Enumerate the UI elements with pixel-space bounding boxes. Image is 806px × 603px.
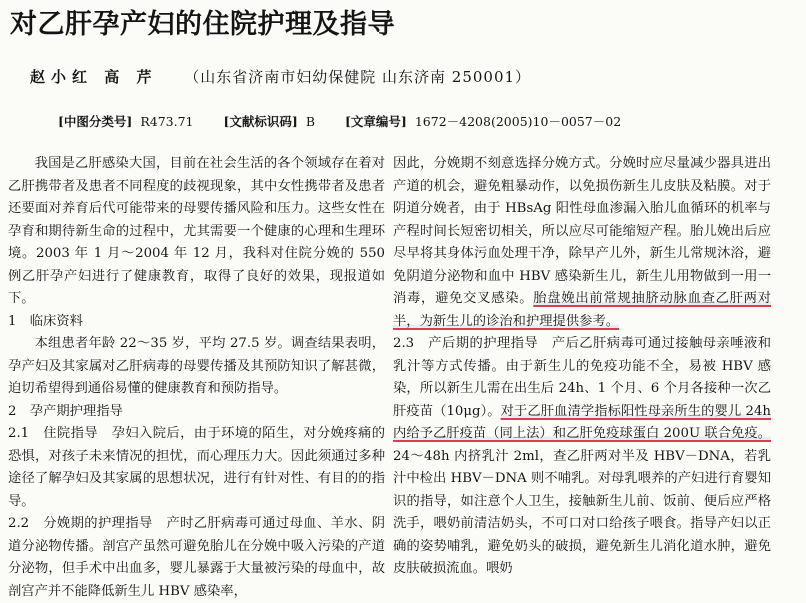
postpartum-text-continued: 24～48h 内挤乳汁 2ml，查乙肝两对半及 HBV－DNA，若乳汁中检出 HBV－DNA 则不哺乳。对母乳喂养的产妇进行育婴知识的指导，如注意个人卫生，接触新生儿前、饭前、便后应严格洗手，喂奶前清洁奶头，不可口对口给孩子喂食。指导产妇以正确的姿势哺乳，避免奶头的破损，避免新生儿消化道水肿，避免皮肤破损流血。喂奶 xyxy=(393,448,771,576)
highlighted-placenta-text: 胎盘娩出前常规抽脐动脉血查乙肝两对半，为新生儿的诊治和护理提供参考。 xyxy=(393,291,772,329)
delivery-continued-paragraph xyxy=(393,153,771,333)
section-heading-clinical: 1 临床资料 xyxy=(8,313,83,329)
delivery-paragraph: 2.2 分娩期的护理指导 产时乙肝病毒可通过母血、羊水、阴道分泌物传播。剖宫产虽然可避免胎儿在分娩中吸入污染的产道分泌物，但手术中出血多，婴儿暴露于大量被污染的母血中，故剖宫产并不能降低新生儿 HBV 感染率， xyxy=(8,516,385,599)
left-column xyxy=(8,153,385,603)
delivery-text: 因此，分娩期不刻意选择分娩方式。分娩时应尽量减少器具进出产道的机会，避免粗暴动作，以免损伤新生儿皮肤及粘膜。对于阴道分娩者，由于 HBsAg 阳性母血渗漏入胎儿血循环的机率与产程时间长短密切相关，所以应尽可能缩短产程。胎儿娩出后应尽早将其身体污血处理干净，除早产儿外，新生儿常规沐浴，避免阴道分泌物和血中 HBV 感染新生儿，新生儿用物做到一用一消毒，避免交叉感染。 xyxy=(393,156,771,306)
article-metadata xyxy=(58,112,647,130)
author-affiliation: （山东省济南市妇幼保健院 山东济南 250001） xyxy=(184,68,532,86)
doc-code-value: B xyxy=(305,114,316,129)
admission-paragraph: 2.1 住院指导 孕妇入院后，由于环境的陌生，对分娩疼痛的恐惧，对孩子未来情况的担忧，而心理压力大。因此须通过多种途径了解孕妇及其家属的思想状况，进行有针对性、有目的的指导。 xyxy=(8,426,385,509)
classification-label: [中图分类号] xyxy=(58,114,133,129)
article-number-value: 1672－4208(2005)10－0057－02 xyxy=(414,114,622,129)
article-title: 对乙肝孕产妇的住院护理及指导 xyxy=(10,9,395,40)
clinical-paragraph: 本组患者年龄 22～35 岁，平均 27.5 岁。调查结果表明，孕产妇及其家属对乙肝病毒的母婴传播及其预防知识了解甚微，迫切希望得到通俗易懂的健康教育和预防指导。 xyxy=(8,336,385,396)
postpartum-text: 2.3 产后期的护理指导 产后乙肝病毒可通过接触母亲唾液和乳汁等方式传播。由于新生儿的免疫功能不全，易被 HBV 感染，所以新生儿需在出生后 24h、1 个月、6 个月各接种一次乙肝疫苗（10μg）。 xyxy=(393,336,771,419)
author-names: 赵小红 高 芹 xyxy=(30,68,158,86)
doc-code-label: [文献标识码] xyxy=(223,114,298,129)
section-heading-guidance: 2 孕产期护理指导 xyxy=(8,403,123,419)
intro-paragraph: 我国是乙肝感染大国，目前在社会生活的各个领域存在着对乙肝携带者及患者不同程度的歧视现象，其中女性携带者及患者还要面对养育后代可能带来的母婴传播风险和压力。这些女性在孕育和期待新生命的过程中，尤其需要一个健康的心理和生理环境。2003 年 1 月～2004 年 12 月，我科对住院分娩的 550 例乙肝孕产妇进行了健康教育，取得了良好的效果，现报道如下。 xyxy=(8,156,385,306)
article-number-label: [文章编号] xyxy=(345,114,407,129)
postpartum-paragraph xyxy=(393,333,771,581)
right-column xyxy=(393,153,771,581)
highlighted-vaccine-text: 对于乙肝血清学指标阳性母亲所生的婴儿 24h 内给予乙肝疫苗（同上法）和乙肝免疫球蛋白 200U 联合免疫。 xyxy=(393,403,771,441)
author-line xyxy=(30,66,531,87)
classification-value: R473.71 xyxy=(140,114,194,129)
